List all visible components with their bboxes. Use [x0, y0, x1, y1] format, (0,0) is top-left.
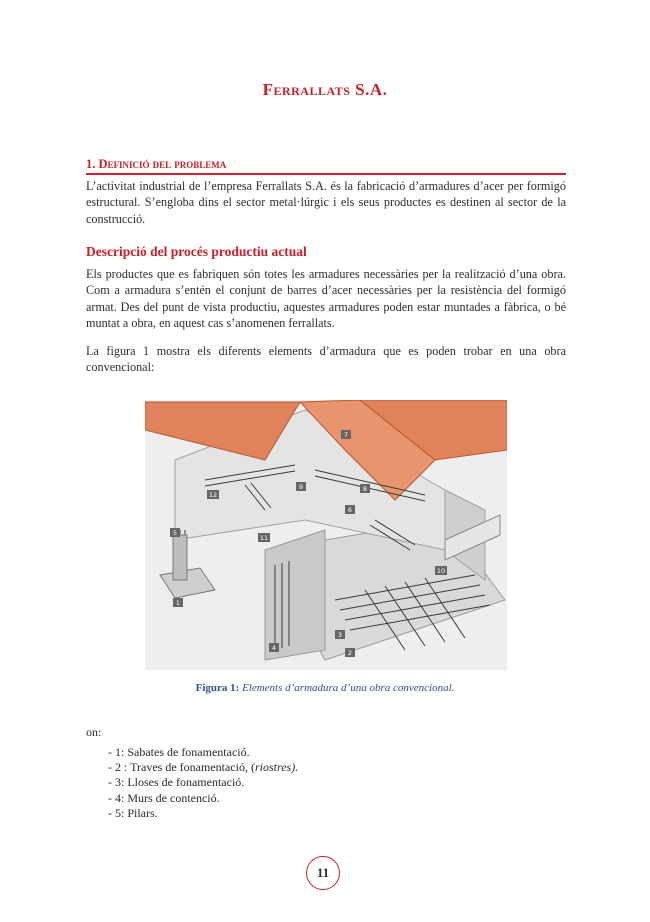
subsection-paragraph-2: La figura 1 mostra els diferents elements d’armadura que es poden trobar en una obra convencional:	[86, 344, 566, 375]
list-intro: on:	[86, 725, 102, 739]
building-drawing	[145, 400, 507, 670]
figure-building-illustration	[145, 400, 507, 670]
subsection-paragraph-1: Els productes que es fabriquen són totes les armadures necessàries per la realització d’una obra. Com a armadura s’entén el conjunt de barres d’acer necessàries per la resistència del formigó armat. Des del punt de vista productiu, aquestes armadures poden estar muntades a fàbrica, o bé muntat a obra, en aquest cas s’anomenen ferrallats.	[86, 267, 566, 330]
section-paragraph: L’activitat industrial de l’empresa Ferrallats S.A. és la fabricació d’armadures d’acer per formigó estructural. S’engloba dins el sector metal·lúrgic i els seus productes es destinen al sector de la construcció.	[86, 179, 566, 226]
marker-9: 9	[298, 483, 304, 491]
list-item: - 1: Sabates de fonamentació.	[108, 745, 250, 759]
page-number: 11	[306, 856, 340, 890]
marker-10: 10	[436, 567, 446, 575]
list-item: - 3: Lloses de fonamentació.	[108, 775, 245, 790]
marker-5: 5	[172, 529, 178, 537]
marker-3: 3	[337, 631, 343, 639]
figure-caption	[0, 682, 650, 694]
marker-4: 4	[271, 644, 277, 652]
section-heading: 1. Definició del problema	[86, 157, 566, 175]
marker-12: 12	[208, 491, 218, 499]
caption-text: Elements d’armadura d’una obra convencional.	[242, 682, 455, 694]
document-title: Ferrallats S.A.	[262, 80, 388, 99]
marker-8: 8	[362, 485, 368, 493]
subsection-heading: Descripció del procés productiu actual	[86, 244, 307, 259]
marker-7: 7	[343, 431, 349, 439]
marker-1: 1	[175, 599, 181, 607]
marker-11: 11	[259, 534, 269, 542]
list-item: - 5: Pilars.	[108, 805, 158, 820]
list-item: - 2 : Traves de fonamentació, (riostres).	[108, 760, 299, 775]
marker-6: 6	[347, 506, 353, 514]
element-list	[108, 745, 298, 821]
marker-2: 2	[347, 649, 353, 657]
caption-label: Figura 1:	[195, 682, 240, 694]
list-item: - 4: Murs de contenció.	[108, 790, 220, 805]
